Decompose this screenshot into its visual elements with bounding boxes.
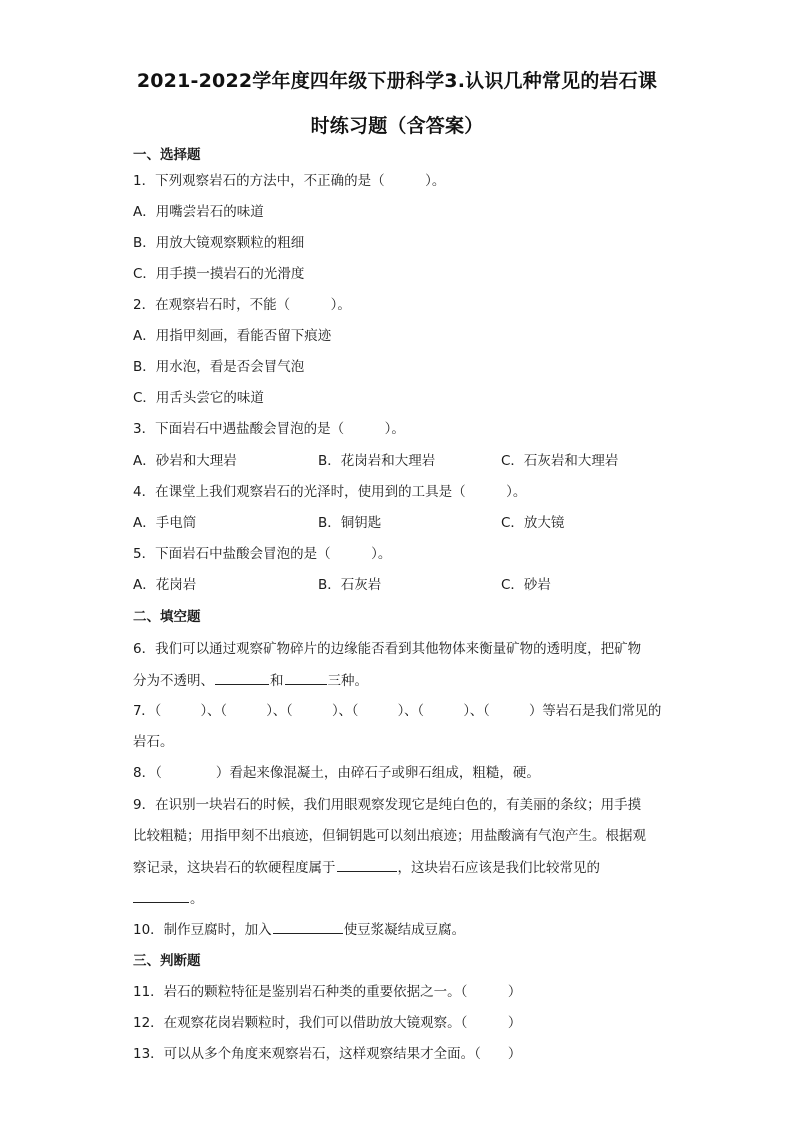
question-5-option-c: C．砂岩 <box>501 577 551 593</box>
section-heading-judge: 三、判断题 <box>133 953 201 969</box>
question-5-stem: 5．下面岩石中盐酸会冒泡的是（ ）。 <box>133 546 392 562</box>
document-title-line1: 2021-2022学年度四年级下册科学3.认识几种常见的岩石课 <box>136 70 658 92</box>
question-1-stem: 1．下列观察岩石的方法中，不正确的是（ ）。 <box>133 173 446 189</box>
question-2-option-a: A．用指甲刻画，看能否留下痕迹 <box>133 328 332 344</box>
question-6-text-c: 三种。 <box>327 673 368 689</box>
question-7-line2: 岩石。 <box>133 734 174 750</box>
section-heading-fill: 二、填空题 <box>133 609 201 625</box>
question-11: 11．岩石的颗粒特征是鉴别岩石种类的重要依据之一。（ ） <box>133 984 522 1000</box>
question-2-option-c: C．用舌头尝它的味道 <box>133 390 264 406</box>
question-9-line2: 比较粗糙；用指甲刻不出痕迹，但铜钥匙可以刻出痕迹；用盐酸滴有气泡产生。根据观 <box>133 828 646 844</box>
question-4-stem: 4．在课堂上我们观察岩石的光泽时，使用到的工具是（ ）。 <box>133 484 527 500</box>
answer-blank <box>337 858 397 872</box>
question-9-line3 <box>133 858 600 877</box>
answer-blank <box>215 671 269 685</box>
question-9-text-end: 。 <box>190 891 204 907</box>
question-4-option-c: C．放大镜 <box>501 515 565 531</box>
question-3-option-b: B．花岗岩和大理岩 <box>318 453 436 469</box>
question-1-option-c: C．用手摸一摸岩石的光滑度 <box>133 266 305 282</box>
question-6-line2 <box>133 671 368 690</box>
document-title-line2: 时练习题（含答案） <box>310 115 484 137</box>
question-10-text-a: 10．制作豆腐时，加入 <box>133 922 272 938</box>
question-9-text-b: ，这块岩石应该是我们比较常见的 <box>397 860 600 876</box>
question-2-stem: 2．在观察岩石时，不能（ ）。 <box>133 297 351 313</box>
question-10-text-b: 使豆浆凝结成豆腐。 <box>343 922 466 938</box>
question-6-text-a: 分为不透明、 <box>133 673 214 689</box>
answer-blank <box>133 889 189 903</box>
question-9-text-a: 察记录，这块岩石的软硬程度属于 <box>133 860 336 876</box>
question-12: 12．在观察花岗岩颗粒时，我们可以借助放大镜观察。（ ） <box>133 1015 522 1031</box>
question-2-option-b: B．用水泡，看是否会冒气泡 <box>133 359 305 375</box>
question-6-line1: 6．我们可以通过观察矿物碎片的边缘能否看到其他物体来衡量矿物的透明度，把矿物 <box>133 641 642 657</box>
question-9-line1: 9．在识别一块岩石的时候，我们用眼观察发现它是纯白色的，有美丽的条纹；用手摸 <box>133 797 642 813</box>
question-3-stem: 3．下面岩石中遇盐酸会冒泡的是（ ）。 <box>133 421 405 437</box>
answer-blank <box>285 671 327 685</box>
question-4-option-b: B．铜钥匙 <box>318 515 382 531</box>
question-5-option-b: B．石灰岩 <box>318 577 382 593</box>
question-6-text-b: 和 <box>270 673 284 689</box>
question-4-option-a: A．手电筒 <box>133 515 197 531</box>
question-8-line1: 8．（ ）看起来像混凝土，由碎石子或卵石组成，粗糙，硬。 <box>133 765 540 781</box>
question-10-line1 <box>133 920 465 939</box>
question-1-option-a: A．用嘴尝岩石的味道 <box>133 204 264 220</box>
question-1-option-b: B．用放大镜观察颗粒的粗细 <box>133 235 305 251</box>
question-9-line4 <box>133 889 204 908</box>
question-5-option-a: A．花岗岩 <box>133 577 197 593</box>
answer-blank <box>273 920 343 934</box>
question-13: 13．可以从多个角度来观察岩石，这样观察结果才全面。（ ） <box>133 1046 522 1062</box>
question-7-line1: 7．（ ）、（ ）、（ ）、（ ）、（ ）、（ ）等岩石是我们常见的 <box>133 703 662 719</box>
question-3-option-c: C．石灰岩和大理岩 <box>501 453 619 469</box>
section-heading-choice: 一、选择题 <box>133 147 201 163</box>
question-3-option-a: A．砂岩和大理岩 <box>133 453 237 469</box>
